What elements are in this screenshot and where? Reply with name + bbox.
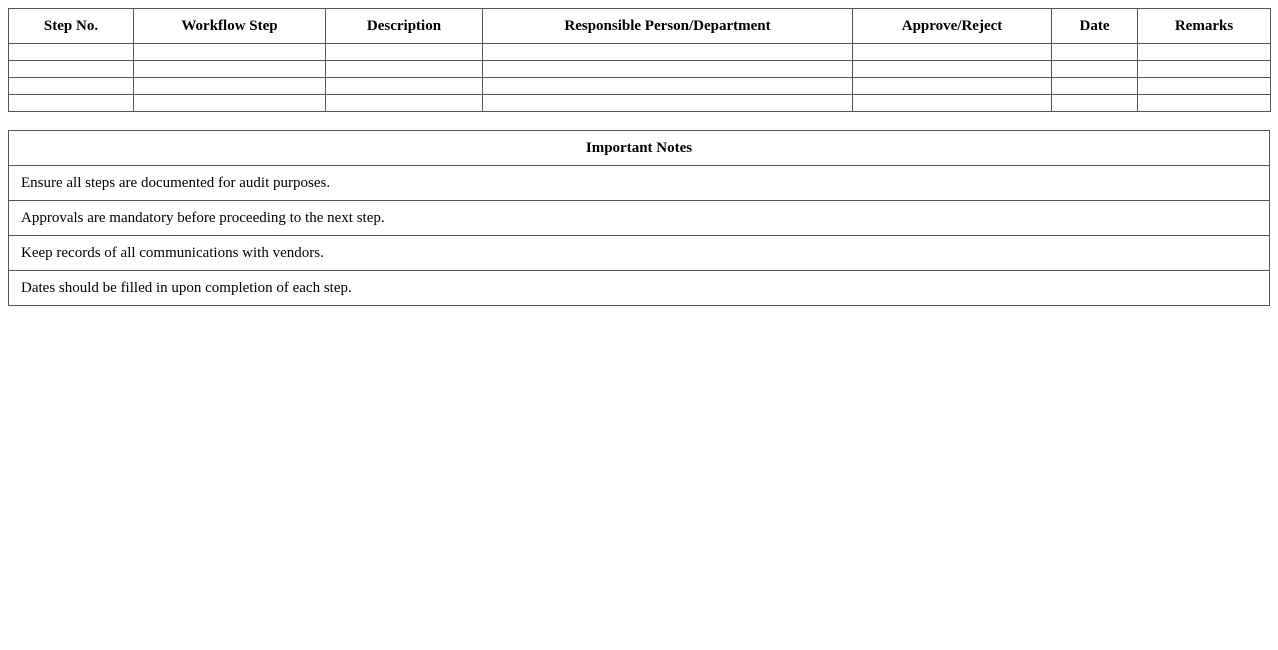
cell-workflow-step[interactable] xyxy=(134,44,326,61)
cell-date[interactable] xyxy=(1052,95,1138,112)
cell-workflow-step[interactable] xyxy=(134,78,326,95)
header-step-no: Step No. xyxy=(9,9,134,44)
workflow-table xyxy=(8,8,1271,112)
header-description: Description xyxy=(326,9,483,44)
cell-responsible[interactable] xyxy=(483,78,853,95)
note-row xyxy=(9,166,1270,201)
cell-remarks[interactable] xyxy=(1138,44,1271,61)
note-row xyxy=(9,271,1270,306)
cell-description[interactable] xyxy=(326,95,483,112)
workflow-header-row xyxy=(9,9,1271,44)
cell-description[interactable] xyxy=(326,61,483,78)
cell-description[interactable] xyxy=(326,44,483,61)
cell-approve-reject[interactable] xyxy=(853,61,1052,78)
table-row xyxy=(9,61,1271,78)
cell-approve-reject[interactable] xyxy=(853,44,1052,61)
cell-approve-reject[interactable] xyxy=(853,95,1052,112)
note-item: Keep records of all communications with vendors. xyxy=(9,236,1270,271)
cell-remarks[interactable] xyxy=(1138,95,1271,112)
cell-step-no[interactable] xyxy=(9,44,134,61)
cell-step-no[interactable] xyxy=(9,95,134,112)
cell-step-no[interactable] xyxy=(9,61,134,78)
header-approve-reject: Approve/Reject xyxy=(853,9,1052,44)
cell-date[interactable] xyxy=(1052,44,1138,61)
note-item: Dates should be filled in upon completion of each step. xyxy=(9,271,1270,306)
cell-workflow-step[interactable] xyxy=(134,61,326,78)
header-workflow-step: Workflow Step xyxy=(134,9,326,44)
note-row xyxy=(9,236,1270,271)
header-remarks: Remarks xyxy=(1138,9,1271,44)
cell-remarks[interactable] xyxy=(1138,61,1271,78)
note-item: Ensure all steps are documented for audit purposes. xyxy=(9,166,1270,201)
cell-date[interactable] xyxy=(1052,78,1138,95)
cell-description[interactable] xyxy=(326,78,483,95)
cell-remarks[interactable] xyxy=(1138,78,1271,95)
cell-workflow-step[interactable] xyxy=(134,95,326,112)
table-row xyxy=(9,44,1271,61)
table-row xyxy=(9,95,1271,112)
important-notes-table xyxy=(8,130,1270,306)
notes-header-row xyxy=(9,131,1270,166)
header-date: Date xyxy=(1052,9,1138,44)
cell-responsible[interactable] xyxy=(483,95,853,112)
header-responsible: Responsible Person/Department xyxy=(483,9,853,44)
note-item: Approvals are mandatory before proceeding to the next step. xyxy=(9,201,1270,236)
cell-step-no[interactable] xyxy=(9,78,134,95)
cell-responsible[interactable] xyxy=(483,61,853,78)
cell-approve-reject[interactable] xyxy=(853,78,1052,95)
note-row xyxy=(9,201,1270,236)
cell-responsible[interactable] xyxy=(483,44,853,61)
table-row xyxy=(9,78,1271,95)
cell-date[interactable] xyxy=(1052,61,1138,78)
notes-title: Important Notes xyxy=(9,131,1270,166)
